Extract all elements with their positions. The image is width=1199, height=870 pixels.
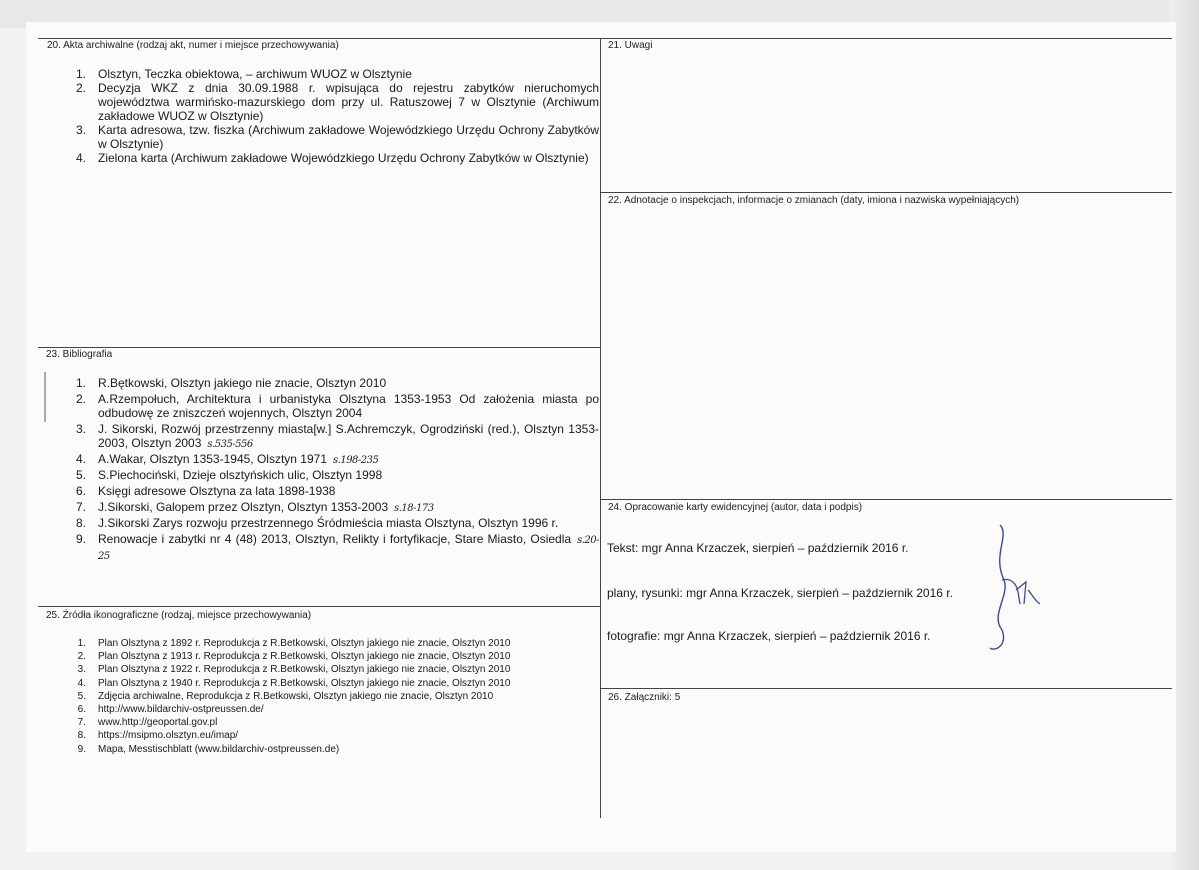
list-item: 8. https://msipmo.olsztyn.eu/imap/: [77, 730, 239, 742]
list-item: 7. www.http://geoportal.gov.pl: [77, 717, 218, 729]
iconography-section-title: 25. Źródła ikonograficzne (rodzaj, miejsce przechowywania): [46, 610, 312, 621]
author-plans-line: plany, rysunki: mgr Anna Krzaczek, sierpień – październik 2016 r.: [607, 586, 953, 600]
column-divider: [600, 38, 601, 818]
handwritten-signature: [980, 520, 1050, 655]
handwritten-page-note: s.535-556: [207, 439, 253, 450]
list-item: 6. Księgi adresowe Olsztyna za lata 1898-1938: [75, 484, 336, 498]
inspections-section-title: 22. Adnotacje o inspekcjach, informacje o zmianach (daty, imiona i nazwiska wypełniających): [608, 195, 1020, 206]
author-photos-line: fotografie: mgr Anna Krzaczek, sierpień – październik 2016 r.: [607, 629, 931, 643]
list-item: 4. Zielona karta (Archiwum zakładowe Wojewódzkiego Urzędu Ochrony Zabytków w Olsztynie): [75, 151, 589, 165]
archive-list: [68, 67, 599, 165]
bibliography-list: [68, 376, 599, 564]
list-item: 3. Plan Olsztyna z 1922 r. Reprodukcja z R.Betkowski, Olsztyn jakiego nie znacie, Olsztyn 2010: [77, 664, 511, 676]
list-item: 2. Decyzja WKZ z dnia 30.09.1988 r. wpisująca do rejestru zabytków nieruchomych województwa warmińsko-mazurskiego dom przy ul. Ratuszowej 7 w Olsztynie (Archiwum zakładowe WUOZ w Olsztynie): [75, 81, 599, 123]
list-item: 5. Zdjęcia archiwalne, Reprodukcja z R.Betkowski, Olsztyn jakiego nie znacie, Olsztyn 2010: [77, 690, 494, 702]
divider-archive-bibliography: [38, 347, 601, 348]
bibliography-section-title: 23. Bibliografia: [46, 349, 113, 360]
archive-section-title: 20. Akta archiwalne (rodzaj akt, numer i miejsce przechowywania): [47, 40, 339, 51]
list-item: 8. J.Sikorski Zarys rozwoju przestrzennego Śródmieścia miasta Olsztyna, Olsztyn 1996 r.: [75, 516, 559, 530]
list-item: 5. S.Piechociński, Dzieje olsztyńskich ulic, Olsztyn 1998: [75, 468, 383, 482]
iconography-list: [68, 637, 599, 756]
list-item: 4. A.Wakar, Olsztyn 1353-1945, Olsztyn 1971 s.198-235: [75, 452, 379, 466]
list-item: 9. Renowacje i zabytki nr 4 (48) 2013, Olsztyn, Relikty i fortyfikacje, Stare Miasto, Osiedla s.20-25: [75, 532, 599, 562]
divider-remarks-inspections: [601, 192, 1172, 193]
list-item: 2. Plan Olsztyna z 1913 r. Reprodukcja z R.Betkowski, Olsztyn jakiego nie znacie, Olsztyn 2010: [77, 651, 511, 663]
list-item: 1. Olsztyn, Teczka obiektowa, – archiwum WUOZ w Olsztynie: [75, 67, 412, 81]
divider-author-attachments: [601, 688, 1172, 689]
margin-annotation-mark: [44, 372, 46, 422]
top-border-line: [38, 38, 1172, 39]
author-text-line: Tekst: mgr Anna Krzaczek, sierpień – październik 2016 r.: [607, 541, 909, 555]
list-item: 9. Mapa, Messtischblatt (www.bildarchiv-ostpreussen.de): [77, 743, 340, 755]
list-item: 6. http://www.bildarchiv-ostpreussen.de/: [77, 704, 264, 716]
list-item: 4. Plan Olsztyna z 1940 r. Reprodukcja z R.Betkowski, Olsztyn jakiego nie znacie, Olsztyn 2010: [77, 677, 511, 689]
handwritten-page-note: s.198-235: [333, 455, 379, 466]
list-item: 3. Karta adresowa, tzw. fiszka (Archiwum zakładowe Wojewódzkiego Urzędu Ochrony Zabytków w Olsztynie): [75, 123, 599, 151]
attachments-section-title: 26. Załączniki: 5: [608, 692, 681, 703]
remarks-section-title: 21. Uwagi: [608, 40, 653, 51]
divider-inspections-author: [601, 499, 1172, 500]
list-item: 7. J.Sikorski, Galopem przez Olsztyn, Olsztyn 1353-2003 s.18-173: [75, 500, 434, 514]
divider-bibliography-iconography: [38, 606, 601, 607]
list-item: 2. A.Rzempołuch, Architektura i urbanistyka Olsztyna 1353-1953 Od założenia miasta po odbudowę ze zniszczeń wojennych, Olsztyn 2004: [75, 392, 599, 420]
handwritten-page-note: s.20-25: [98, 535, 599, 562]
list-item: 1. R.Bętkowski, Olsztyn jakiego nie znacie, Olsztyn 2010: [75, 376, 387, 390]
handwritten-page-note: s.18-173: [394, 503, 434, 514]
list-item: 1. Plan Olsztyna z 1892 r. Reprodukcja z R.Betkowski, Olsztyn jakiego nie znacie, Olsztyn 2010: [77, 638, 511, 649]
author-section-title: 24. Opracowanie karty ewidencyjnej (autor, data i podpis): [608, 502, 863, 513]
list-item: 3. J. Sikorski, Rozwój przestrzenny miasta[w.] S.Achremczyk, Ogrodziński (red.), Olsztyn 1353-2003, Olsztyn 2003 s.535-556: [75, 422, 599, 450]
